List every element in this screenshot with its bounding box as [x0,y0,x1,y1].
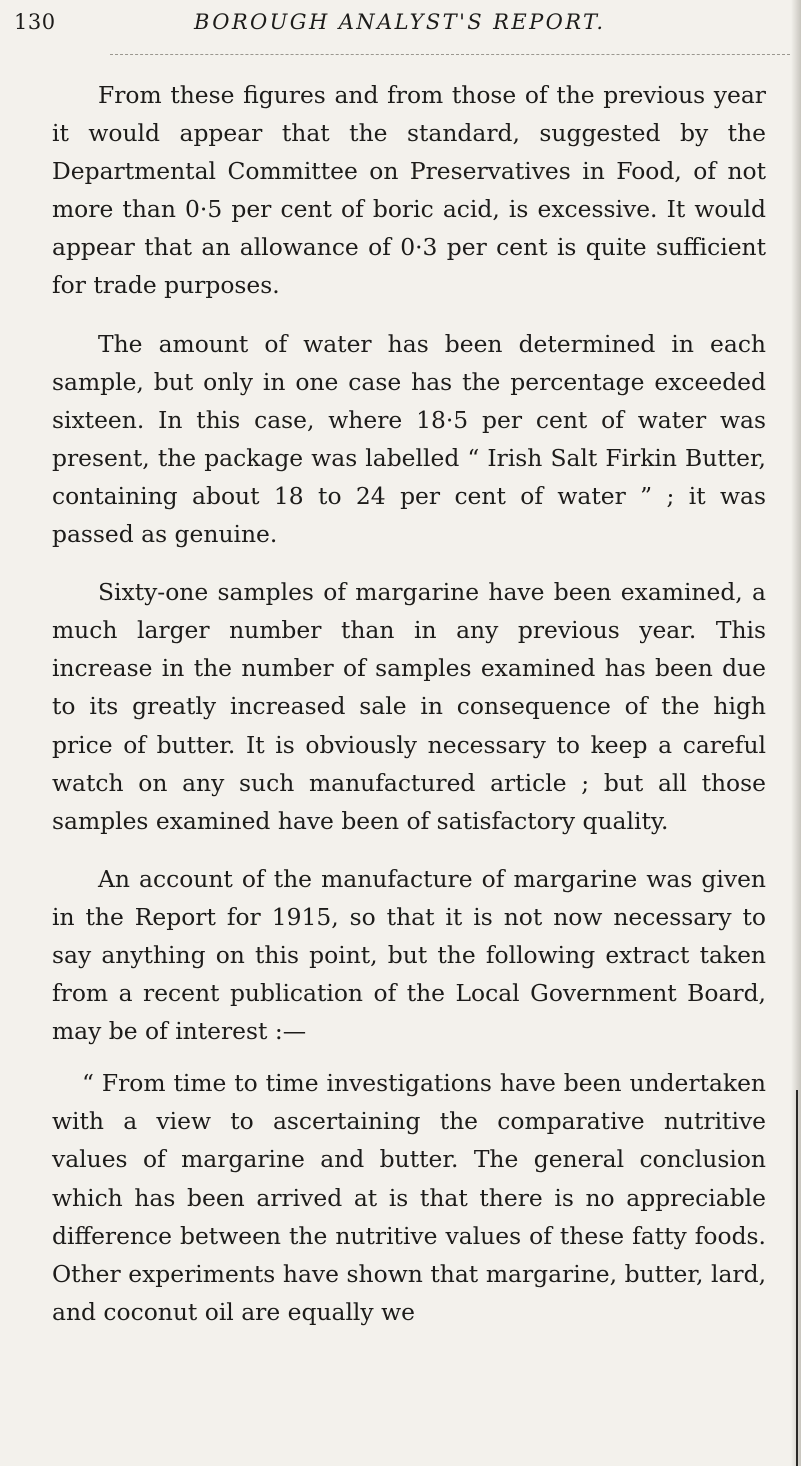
paragraph-quoted-extract: “ From time to time investigations have been undertaken with a view to ascertaining the comparative nutritive values of margarine and butter. The general conclusion which has been arrived at is that there is no appreciable difference between the nutritive values of these fatty foods. Other experiments have shown that margarine, butter, lard, and coconut oil are equally we [52,1069,766,1326]
paragraph-margarine-samples: Sixty-one samples of margarine have been examined, a much larger number than in any previous year. This increase in the number of samples examined has been due to its greatly increased sale in consequence of the high price of butter. It is obviously necessary to keep a careful watch on any such manufactured article ; but all those samples examined have been of satisfactory quality. [52,578,766,835]
running-title: BOROUGH ANALYST'S REPORT. [194,10,606,34]
page-binding-edge [796,1090,798,1466]
body-text [52,76,766,1351]
paragraph-manufacture-account: An account of the manufacture of margarine was given in the Report for 1915, so that it is not now necessary to say anything on this point, but the following extract taken from a recent publication of the Local Government Board, may be of interest :— [52,864,766,1046]
header-rule [110,54,790,55]
page-number: 130 [14,10,56,34]
running-header [14,10,794,50]
paragraph-water-content: The amount of water has been determined in each sample, but only in one case has the percentage exceeded sixteen. In this case, where 18·5 per cent of water was present, the package was labelled “ Irish Salt Firkin Butter, containing about 18 to 24 per cent of water ” ; it was passed as genuine. [52,329,766,549]
paragraph-boric-acid: From these figures and from those of the previous year it would appear that the standard, suggested by the Departmental Committee on Preservatives in Food, of not more than 0·5 per cent of boric acid, is excessive. It would appear that an allowance of 0·3 per cent is quite sufficient for trade purposes. [52,81,766,300]
